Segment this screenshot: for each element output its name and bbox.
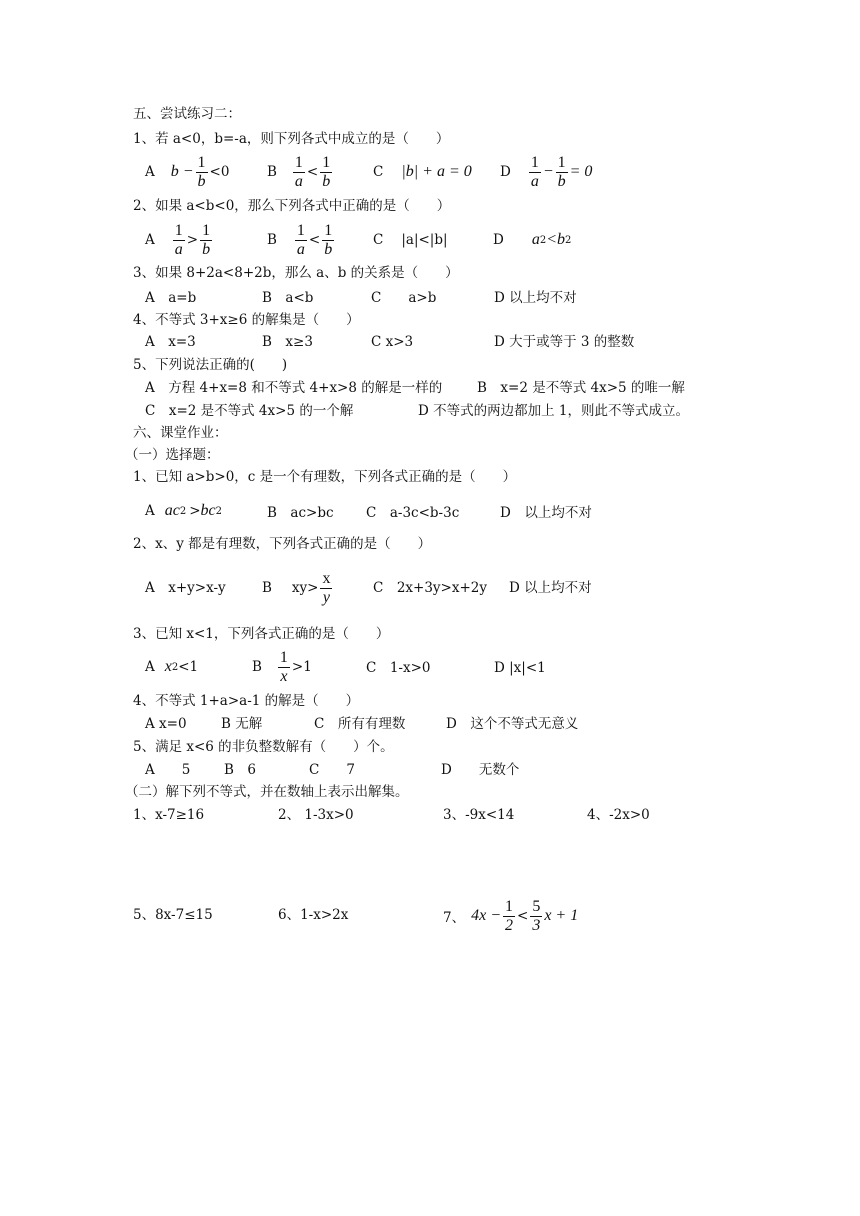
h2-option-a: A x+y>x-y xyxy=(145,580,226,596)
q1-option-b xyxy=(267,152,334,192)
q2-option-d xyxy=(493,220,571,260)
expr-part: >1 xyxy=(291,659,312,675)
h5-option-c: C 7 xyxy=(309,762,355,778)
expr-part: a xyxy=(531,231,540,248)
h3-stem: 3、已知 x<1，下列各式正确的是（ ） xyxy=(133,626,390,642)
fraction: $\frac{1}{2}$ xyxy=(505,897,513,934)
inequality-7 xyxy=(443,895,578,937)
expr-part: < xyxy=(306,164,319,180)
q5-option-a: A 方程 4+x=8 和不等式 4+x>8 的解是一样的 xyxy=(145,380,443,396)
option-label: B xyxy=(252,659,262,675)
expr-part: <1 xyxy=(178,659,199,675)
fraction: $\frac{1}{x}$ xyxy=(279,648,288,685)
h2-option-b xyxy=(262,567,334,609)
h3-option-a xyxy=(145,656,198,678)
q3-option-b: B a<b xyxy=(262,290,314,306)
expr-part: b xyxy=(557,231,565,248)
q4-stem: 4、不等式 3+x≥6 的解集是（ ） xyxy=(133,312,360,328)
fraction: $\frac{1}{a}$ xyxy=(296,221,305,258)
fraction: $\frac{1}{b}$ xyxy=(557,153,566,190)
section-6-title: 六、课堂作业： xyxy=(133,425,228,441)
q2-option-a xyxy=(145,220,214,260)
option-label: A xyxy=(145,164,155,180)
fraction: $\frac{1}{b}$ xyxy=(202,221,211,258)
expr-part: − xyxy=(542,163,554,180)
h1-option-b: B ac>bc xyxy=(267,505,334,521)
expr-part: > xyxy=(186,232,199,248)
q3-option-a: A a=b xyxy=(145,290,197,306)
h4-option-b: B 无解 xyxy=(221,716,263,732)
option-label: B xyxy=(267,164,277,180)
option-label: D xyxy=(493,232,504,248)
q4-option-c: C x>3 xyxy=(371,334,414,350)
h3-option-d: D |x|<1 xyxy=(494,660,546,676)
q1-option-d xyxy=(500,152,592,192)
superscript: 2 xyxy=(539,234,547,246)
h4-option-a: A x=0 xyxy=(145,716,187,732)
fraction: $\frac{1}{b}$ xyxy=(324,221,333,258)
q1-option-c xyxy=(373,152,472,192)
q5-stem: 5、下列说法正确的( ) xyxy=(133,357,288,373)
h1-option-c: C a-3c<b-3c xyxy=(366,505,460,521)
part-1-title: （一）选择题： xyxy=(125,447,220,463)
expr-part: < xyxy=(308,232,321,248)
expr-part: b − xyxy=(170,163,194,180)
superscript: 2 xyxy=(171,661,179,673)
inequality-4: 4、-2x>0 xyxy=(587,807,650,823)
item-label: 7、 xyxy=(443,910,466,926)
expr-part: |b| + a = 0 xyxy=(401,163,472,180)
h4-option-d: D 这个不等式无意义 xyxy=(446,716,579,732)
superscript: 2 xyxy=(179,505,187,517)
fraction: $\frac{1}{a}$ xyxy=(294,153,303,190)
q2-option-b xyxy=(267,220,336,260)
expr-part: > xyxy=(189,503,201,519)
h1-option-d: D 以上均不对 xyxy=(500,505,592,521)
superscript: 2 xyxy=(215,505,223,517)
h4-option-c: C 所有有理数 xyxy=(314,716,406,732)
h2-option-c: C 2x+3y>x+2y xyxy=(373,580,488,596)
q4-option-b: B x≥3 xyxy=(262,334,313,350)
part-2-title: （二）解下列不等式，并在数轴上表示出解集。 xyxy=(125,784,409,800)
expr-part: < xyxy=(517,908,529,924)
h3-option-c: C 1-x>0 xyxy=(366,660,431,676)
inequality-3: 3、-9x<14 xyxy=(443,807,515,823)
option-label: A xyxy=(145,659,155,675)
h1-option-a xyxy=(145,500,222,522)
option-label: B xyxy=(267,232,277,248)
expr-part: < xyxy=(546,231,557,248)
q5-option-b: B x=2 是不等式 4x>5 的唯一解 xyxy=(477,380,685,396)
q4-option-a: A x=3 xyxy=(145,334,196,350)
option-label: D xyxy=(500,164,511,180)
option-label: B xyxy=(262,580,272,596)
inequality-6: 6、1-x>2x xyxy=(278,907,349,923)
h5-option-a: A 5 xyxy=(145,762,191,778)
option-label: C xyxy=(373,232,384,248)
inequality-5: 5、8x-7≤15 xyxy=(133,907,213,923)
section-5-title: 五、尝试练习二： xyxy=(133,106,241,122)
q2-option-c xyxy=(373,220,448,260)
fraction: $\frac{1}{a}$ xyxy=(530,153,539,190)
q3-option-c: C a>b xyxy=(371,290,437,306)
h3-option-b xyxy=(252,646,312,688)
q1-stem: 1、若 a<0，b=-a，则下列各式中成立的是（ ） xyxy=(133,131,450,147)
expr-part: xy> xyxy=(291,580,319,596)
h2-option-d: D 以上均不对 xyxy=(509,580,592,596)
q3-stem: 3、如果 8+2a<8+2b，那么 a、b 的关系是（ ） xyxy=(133,265,459,281)
q1-option-a xyxy=(145,152,229,192)
expr-part: ac xyxy=(164,502,180,519)
expr-part: bc xyxy=(200,502,216,519)
h1-stem: 1、已知 a>b>0，c 是一个有理数，下列各式正确的是（ ） xyxy=(133,469,517,485)
fraction: $\frac{1}{b}$ xyxy=(322,153,331,190)
h5-stem: 5、满足 x<6 的非负整数解有（ ）个。 xyxy=(133,739,394,755)
expr-part: x + 1 xyxy=(544,907,579,924)
q5-option-c: C x=2 是不等式 4x>5 的一个解 xyxy=(145,403,354,419)
expr-part: <0 xyxy=(209,164,230,180)
h2-stem: 2、x、y 都是有理数，下列各式正确的是（ ） xyxy=(133,536,432,552)
fraction: $\frac{1}{b}$ xyxy=(197,153,206,190)
expr-part: 4x − xyxy=(471,907,501,924)
h5-option-b: B 6 xyxy=(224,762,257,778)
option-label: A xyxy=(145,503,155,519)
q5-option-d: D 不等式的两边都加上 1，则此不等式成立。 xyxy=(418,403,689,419)
expr-part: = 0 xyxy=(569,163,593,180)
option-label: C xyxy=(373,164,384,180)
fraction: $\frac{1}{a}$ xyxy=(174,221,183,258)
inequality-2: 2、 1-3x>0 xyxy=(278,807,354,823)
inequality-1: 1、x-7≥16 xyxy=(133,807,205,823)
expr-part: |a|<|b| xyxy=(401,232,448,248)
fraction: $\frac{5}{3}$ xyxy=(532,897,541,934)
superscript: 2 xyxy=(565,234,572,246)
q3-option-d: D 以上均不对 xyxy=(494,290,577,306)
h4-stem: 4、不等式 1+a>a-1 的解是（ ） xyxy=(133,693,360,709)
option-label: A xyxy=(145,232,155,248)
h5-option-d: D 无数个 xyxy=(441,762,520,778)
expr-part: x xyxy=(164,658,172,675)
fraction: $\frac{x}{y}$ xyxy=(322,569,331,606)
q4-option-d: D 大于或等于 3 的整数 xyxy=(494,334,635,350)
q2-stem: 2、如果 a<b<0，那么下列各式中正确的是（ ） xyxy=(133,198,451,214)
